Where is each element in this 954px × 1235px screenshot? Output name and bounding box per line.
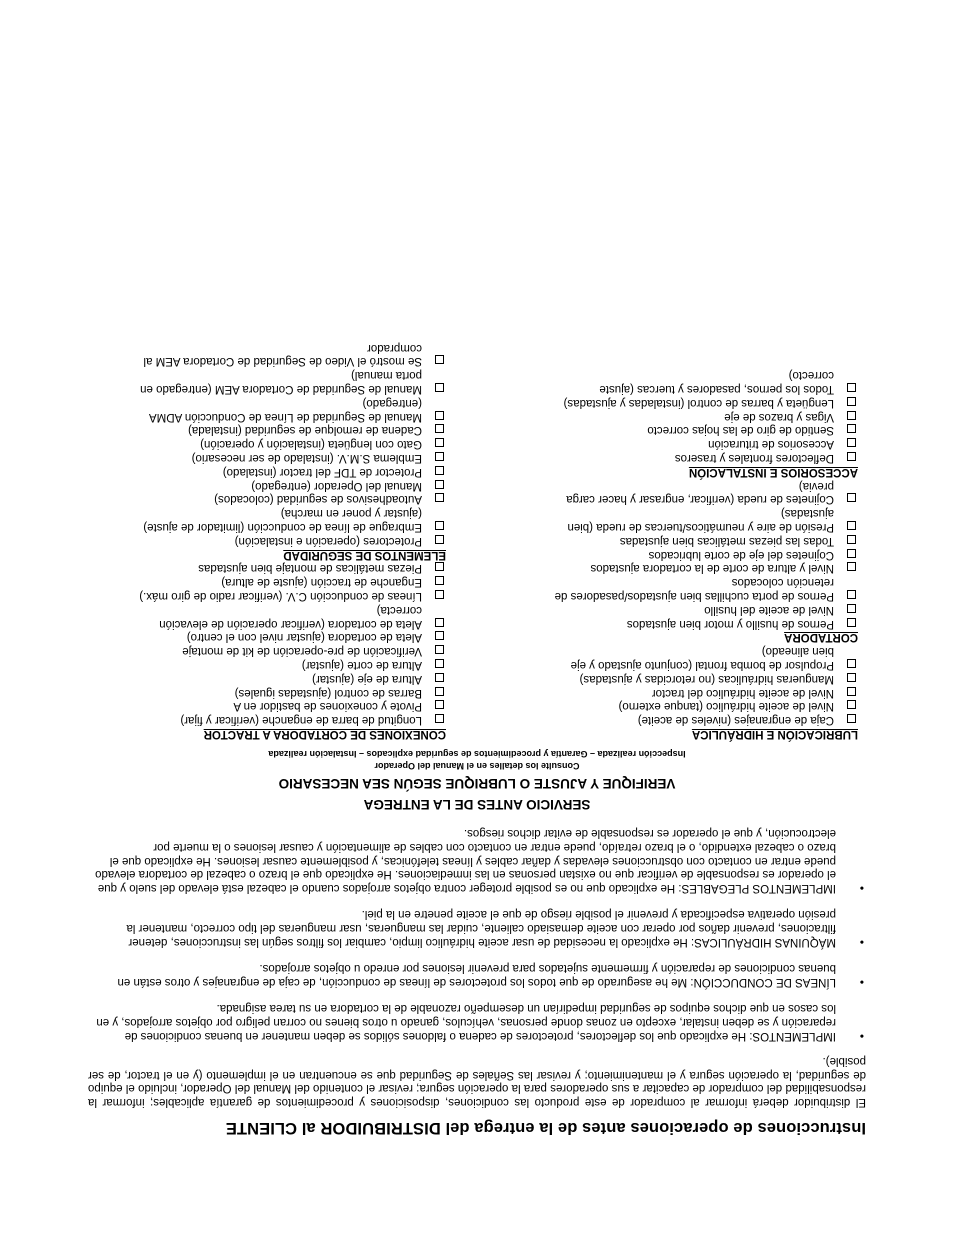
checkbox[interactable] (847, 714, 856, 723)
checkbox[interactable] (847, 659, 856, 668)
checkbox[interactable] (435, 493, 444, 502)
checklist-item-label: Propulsor de bomba frontal (conjunto ajustado y eje (570, 658, 834, 671)
checklist-item (513, 381, 858, 395)
checklist-item-label: Protector de TDF del tractor (instalado) (222, 465, 422, 478)
checkbox[interactable] (435, 673, 444, 682)
checkbox[interactable] (847, 673, 856, 682)
checklist-item-label: Mangueras hidráulicas (no retorcidas y ajustadas) (579, 672, 834, 685)
checklist-item (513, 409, 858, 423)
checklist-item (91, 381, 446, 395)
checklist-item-label: Nivel de aceite hidráulico del tractor (651, 686, 834, 699)
bullet-item: • LÍNEAS DE CONDUCCIÓN: Me he asegurado de que todos los protectores de líneas de conducción, de caja de engranajes y otros están en buenas condiciones de reparación y firmemente sujetados para prevenir lesiones por enredo u objetos arrojados. (88, 961, 866, 988)
checklist-item (91, 492, 446, 506)
bullet-item: • MÁQUINAS HIDRÁULICAS: He explicado la necesidad de usar aceite hidráulico limpio, cambiar los filtros según las instrucciones, detener filtraciones, prevenir daños por operar con aceite demasiado caliente, cuidar las mangueras, usar mangueras del tipo correcto, mantener la presión operativa especificada y prevenir el posible riesgo de que el aceite penetre en la piel. (88, 907, 866, 948)
checklist-item-label: Manual de Seguridad de Línea de Conducción ADMA (149, 410, 422, 423)
checklist-item (513, 671, 858, 685)
checkbox[interactable] (847, 590, 856, 599)
checklist-item-label: Embrague de línea de conducción (limitador de ajuste) (143, 520, 422, 533)
checklist-item (91, 630, 446, 644)
checkbox[interactable] (847, 438, 856, 447)
bullet-item: • IMPLEMENTOS PLEGABLES: He explicado que no es posible proteger contra objetos arrojados cuando el cabezal está elevado del suelo y que el operador es responsable de verificar que no existan personas en las inmediaciones. He explicado que el brazo o cabezal de cortadora elevado puede entrar en contacto con obstrucciones elevadas y dañar cables y líneas telefónicas, y posiblemente causar lesiones. He explicado que el brazo o cabezal extendido, o el brazo retraído, puede entrar en contacto con cables de alimentación y causar lesiones o la muerte por electrocución, y que el operador es responsable de evitar dichos riesgos. (88, 826, 866, 894)
checklist-item-label: Emblema S.M.V. (instalado de ser necesario) (191, 451, 422, 464)
checklist-item (91, 685, 446, 699)
section-heading: ELEMENTOS DE SEGURIDAD (283, 548, 446, 561)
checkbox[interactable] (435, 383, 444, 392)
checklist-item (513, 561, 858, 575)
checklist-item-continuation: porta manual) (351, 369, 422, 382)
bullet-list (88, 826, 866, 1042)
checkbox[interactable] (435, 466, 444, 475)
checklist-item (91, 712, 446, 726)
checklist-item-label: Gato con lengüeta (instalación y operación) (200, 438, 422, 451)
checklist-item-label: Manual de Seguridad de Cortadora AEM (entregado en (140, 382, 422, 395)
checklist-item (91, 423, 446, 437)
checkbox[interactable] (847, 521, 856, 530)
checklist-item (91, 436, 446, 450)
checklist-item-label: Cojinetes de rueda (verificar, engrasar y hacer carga (566, 493, 834, 506)
checklist-item-label: Todas las piezas metálicas bien ajustadas (619, 534, 834, 547)
checklist-item (513, 602, 858, 616)
checklist-item-label: Nivel y altura de corte de la cortadora ajustados (590, 562, 834, 575)
checkbox[interactable] (847, 618, 856, 627)
checklist-right-column (91, 340, 446, 740)
checkbox[interactable] (435, 645, 444, 654)
page-title: Instrucciones de operaciones antes de la entrega del DISTRIBUIDOR al CLIENTE (225, 1119, 866, 1137)
checklist-item (513, 492, 858, 506)
checklist-item-label: Pivote y conexiones de bastidor en A (233, 700, 422, 713)
checklist-item (91, 409, 446, 423)
checkbox[interactable] (435, 576, 444, 585)
checklist-item-continuation: bien alineado) (761, 645, 834, 658)
checkbox[interactable] (847, 562, 856, 571)
checkbox[interactable] (435, 521, 444, 530)
checkbox[interactable] (847, 424, 856, 433)
checkbox[interactable] (435, 438, 444, 447)
checklist-item (91, 574, 446, 588)
checklist-item-label: Se mostró el Video de Seguridad de Cortadora AEM al (143, 355, 422, 368)
bullet-item: • IMPLEMENTOS: He explicado que los deflectores, protectores de cadena o faldones sólidos se deben mantener en buenas condiciones de reparación y se deben instalar, excepto en zonas donde personas, vehículos, ganado u otros bienes no corran peligro por objetos arrojados, y en los casos en que dichos equipos de seguridad impedirían un desempeño razonable de la cortadora en su tarea asignada. (88, 1001, 866, 1042)
checklist-item-label: Deflectores frontales y traseros (674, 451, 834, 464)
checklist-item (513, 712, 858, 726)
checklist-item-label: Sentido de giro de las hojas correcto (647, 424, 834, 437)
checkbox[interactable] (847, 700, 856, 709)
checklist-item-label: Piezas metálicas de montaje bien ajustadas (198, 562, 422, 575)
checklist-item (91, 464, 446, 478)
intro-paragraph: El distribuidor deberá informar al comprador de este producto las condiciones, disposiciones y procedimientos de garantía aplicables; informar la responsabilidad del comprador de capacitar a sus operadores para la operación segura; revisar el contenido del Manual del Operador, incluido el equipo de seguridad, la operación segura y el mantenimiento; y revisar las Señales de Seguridad que se encuentran en el implemento (y en el tractor, de ser posible). (88, 1055, 866, 1108)
checklist-item-label: Manual del Operador (entregado) (251, 479, 422, 492)
checklist-item-label: Pernos de porta cuchillas bien ajustados/pasadores de (554, 589, 834, 602)
checklist-item-label: Verificación de pre-operación de kit de montaje (182, 645, 422, 658)
checklist-item-label: Aleta de cortadora (verificar operación de elevación (159, 617, 422, 630)
checkbox[interactable] (847, 493, 856, 502)
checklist-item-continuation: correcta) (376, 603, 422, 616)
checklist-item (513, 423, 858, 437)
checkbox[interactable] (847, 535, 856, 544)
content (88, 340, 866, 1137)
checkbox[interactable] (847, 687, 856, 696)
checklist-item-label: Altura de eje (ajustar) (312, 672, 422, 685)
checklist-item (513, 450, 858, 464)
checklist-item-label: Lengüeta y barras de control (instaladas y ajustadas) (563, 396, 834, 409)
checklist-item-label: Longitud de barra de enganche (verificar y fijar) (180, 714, 422, 727)
checklist-left-column (513, 340, 858, 740)
checklist-item (91, 478, 446, 492)
inspection-note: Inspección realizada – Garantía y procedimientos de seguridad explicados – Instalación realizada (268, 748, 686, 759)
section-heading: CONEXIONES DE CORTADORA A TRACTOR (203, 727, 446, 740)
checklist-item-label: Cadena de remolque de seguridad (instalada) (188, 424, 422, 437)
checklist-item-continuation: retención colocados (731, 576, 834, 589)
checklist-item-label: Nivel de aceite del husillo (704, 603, 834, 616)
checkbox[interactable] (435, 424, 444, 433)
checklist-item-continuation: ajustadas) (780, 507, 834, 520)
checklist-item-label: Protectores (operación e instalación) (234, 534, 422, 547)
checklist-item (513, 533, 858, 547)
checklist-item-continuation: (entregado) (362, 396, 422, 409)
service-subheading: VERIFIQUE Y AJUSTE O LUBRIQUE SEGÚN SEA NECESARIO (278, 775, 676, 791)
checkbox[interactable] (847, 604, 856, 613)
checkbox[interactable] (847, 397, 856, 406)
checklist-item-label: Altura de corte (ajustar) (301, 658, 422, 671)
checklist-item (91, 657, 446, 671)
section-heading: CORTADORA (784, 631, 858, 644)
checkbox[interactable] (435, 687, 444, 696)
checkbox[interactable] (435, 618, 444, 627)
checkbox[interactable] (435, 562, 444, 571)
checkbox[interactable] (435, 631, 444, 640)
checklist-item (513, 395, 858, 409)
checkbox[interactable] (435, 452, 444, 461)
checklist-item-label: Presión de aire y neumáticos/tuercas de rueda (bien (567, 520, 834, 533)
consult-note: Consulte los detalles en el Manual del Operador (374, 760, 580, 771)
checklist-item (91, 519, 446, 533)
checklist-item (91, 354, 446, 368)
checklist-item (91, 450, 446, 464)
checkbox[interactable] (847, 549, 856, 558)
checkbox[interactable] (847, 383, 856, 392)
checkbox[interactable] (435, 659, 444, 668)
checklist-item-label: Vigas y brazos de eje (724, 410, 834, 423)
checklist (88, 340, 866, 740)
checkbox[interactable] (435, 700, 444, 709)
checkbox[interactable] (435, 714, 444, 723)
checklist-item-label: Pernos de husillo y motor bien ajustados (626, 617, 834, 630)
checkbox[interactable] (435, 480, 444, 489)
checklist-item (91, 671, 446, 685)
checklist-item-label: Cojinetes del eje de corte lubricados (648, 548, 834, 561)
checklist-item (513, 685, 858, 699)
checkbox[interactable] (847, 411, 856, 420)
checklist-item-label: Todos los pernos, pasadores y tuercas (ajuste (599, 382, 834, 395)
checklist-item (91, 561, 446, 575)
checklist-item (513, 616, 858, 630)
checklist-item (91, 643, 446, 657)
checklist-item-label: Accesorios de trituración (708, 438, 834, 451)
checklist-item (91, 699, 446, 713)
checklist-item (513, 588, 858, 602)
checkbox[interactable] (435, 411, 444, 420)
checklist-item (91, 533, 446, 547)
checklist-item (513, 699, 858, 713)
checklist-item-label: Enganche de tracción (ajuste de altura) (221, 576, 422, 589)
service-heading: SERVICIO ANTES DE LA ENTREGA (363, 796, 591, 812)
checklist-item-label: Aleta de cortadora (ajustar nivel con el centro) (186, 631, 422, 644)
checklist-item (513, 436, 858, 450)
checklist-item (91, 588, 446, 602)
checklist-item (513, 657, 858, 671)
checklist-item-label: Caja de engranajes (niveles de aceite) (637, 714, 834, 727)
checklist-item-continuation: correcto) (788, 369, 834, 382)
checkbox[interactable] (435, 535, 444, 544)
checklist-item-continuation: previa) (798, 479, 834, 492)
checklist-item-continuation: (ajustar y poner en marcha) (280, 507, 422, 520)
checklist-item-label: Autoadhesivos de seguridad (colocados) (214, 493, 422, 506)
checklist-item-label: Líneas de conducción C.V. (verificar radio de giro máx.) (139, 589, 422, 602)
section-heading: LUBRICACIÓN E HIDRÁULICA (691, 727, 858, 740)
checklist-item-label: Barras de control (ajustadas iguales) (234, 686, 422, 699)
checklist-item (91, 616, 446, 630)
checkbox[interactable] (435, 590, 444, 599)
checklist-item (513, 547, 858, 561)
checklist-item-continuation: comprador (367, 341, 422, 354)
checklist-item-label: Nivel de aceite hidráulico (tanque externo) (618, 700, 834, 713)
section-heading: ACCESORIOS E INSTALACIÓN (688, 465, 858, 478)
checkbox[interactable] (435, 355, 444, 364)
checklist-item (513, 519, 858, 533)
checkbox[interactable] (847, 452, 856, 461)
